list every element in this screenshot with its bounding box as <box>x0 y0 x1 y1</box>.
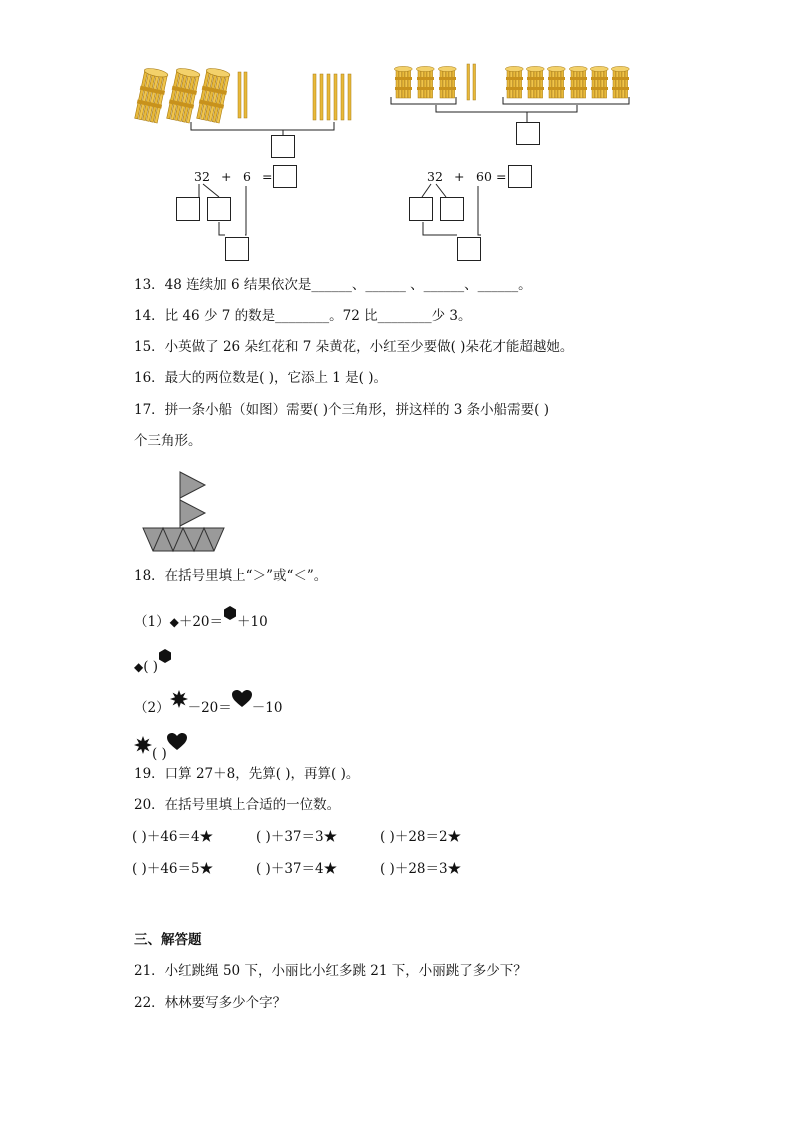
q20-row2-item2[interactable]: ( )＋37＝4★ <box>256 861 338 877</box>
left-num-1: 32 <box>194 169 210 184</box>
right-num-2: 60 <box>476 169 492 184</box>
question-19: 19．口算 27＋8，先算( )，再算( )。 <box>134 766 360 782</box>
diamond-icon: ◆ <box>134 660 144 674</box>
right-op: + <box>454 169 465 184</box>
heart-icon <box>232 690 252 712</box>
section-3-heading: 三、解答题 <box>134 932 202 948</box>
question-13: 13．48 连续加 6 结果依次是______、______ 、______、______。 <box>134 277 532 293</box>
q20-row2-item1[interactable]: ( )＋46＝5★ <box>132 861 214 877</box>
question-18-compare-1 <box>134 649 172 676</box>
question-20-title: 20．在括号里填上合适的一位数。 <box>134 797 341 813</box>
starburst-icon <box>170 690 188 713</box>
left-num-2: 6 <box>243 169 251 184</box>
diamond-icon: ◆ <box>169 615 179 629</box>
part2-expr-1: －20＝ <box>187 700 232 716</box>
compare-blank-2[interactable]: ( ) <box>152 746 167 762</box>
part2-label: （2） <box>134 700 170 716</box>
question-22: 22．林林要写多少个字？ <box>134 995 287 1011</box>
part2-expr-2: －10 <box>251 700 283 716</box>
q20-row1-item2[interactable]: ( )＋37＝3★ <box>256 829 338 845</box>
question-21: 21．小红跳绳 50 下，小丽比小红多跳 21 下，小丽跳了多少下？ <box>134 963 527 979</box>
question-15: 15．小英做了 26 朵红花和 7 朵黄花，小红至少要做( )朵花才能超越她。 <box>134 339 574 355</box>
question-18-title: 18．在括号里填上“＞”或“＜”。 <box>134 568 328 584</box>
question-18-part1 <box>134 606 268 631</box>
part1-expr-2: ＋10 <box>237 614 268 630</box>
left-eq: = <box>262 169 273 184</box>
starburst-icon <box>134 736 152 759</box>
question-14: 14．比 46 少 7 的数是________。72 比________少 3。 <box>134 308 472 324</box>
right-eq: = <box>496 169 507 184</box>
hexagon-icon <box>158 649 172 668</box>
question-16: 16．最大的两位数是( )，它添上 1 是( )。 <box>134 370 387 386</box>
heart-icon <box>167 733 187 755</box>
right-num-1: 32 <box>427 169 443 184</box>
part1-label: （1） <box>134 614 170 630</box>
compare-blank-1[interactable]: ( ) <box>143 659 159 675</box>
hexagon-icon <box>223 606 237 625</box>
question-18-part2 <box>134 690 282 717</box>
question-17-line2: 个三角形。 <box>134 433 202 449</box>
question-17-line1: 17．拼一条小船（如图）需要( )个三角形，拼这样的 3 条小船需要( ) <box>134 402 549 418</box>
question-18-compare-2 <box>134 733 187 763</box>
q20-row1-item1[interactable]: ( )＋46＝4★ <box>132 829 214 845</box>
q20-row1-item3[interactable]: ( )＋28＝2★ <box>380 829 462 845</box>
left-op: + <box>221 169 232 184</box>
part1-expr-1: ＋20＝ <box>178 614 224 630</box>
q20-row2-item3[interactable]: ( )＋28＝3★ <box>380 861 462 877</box>
